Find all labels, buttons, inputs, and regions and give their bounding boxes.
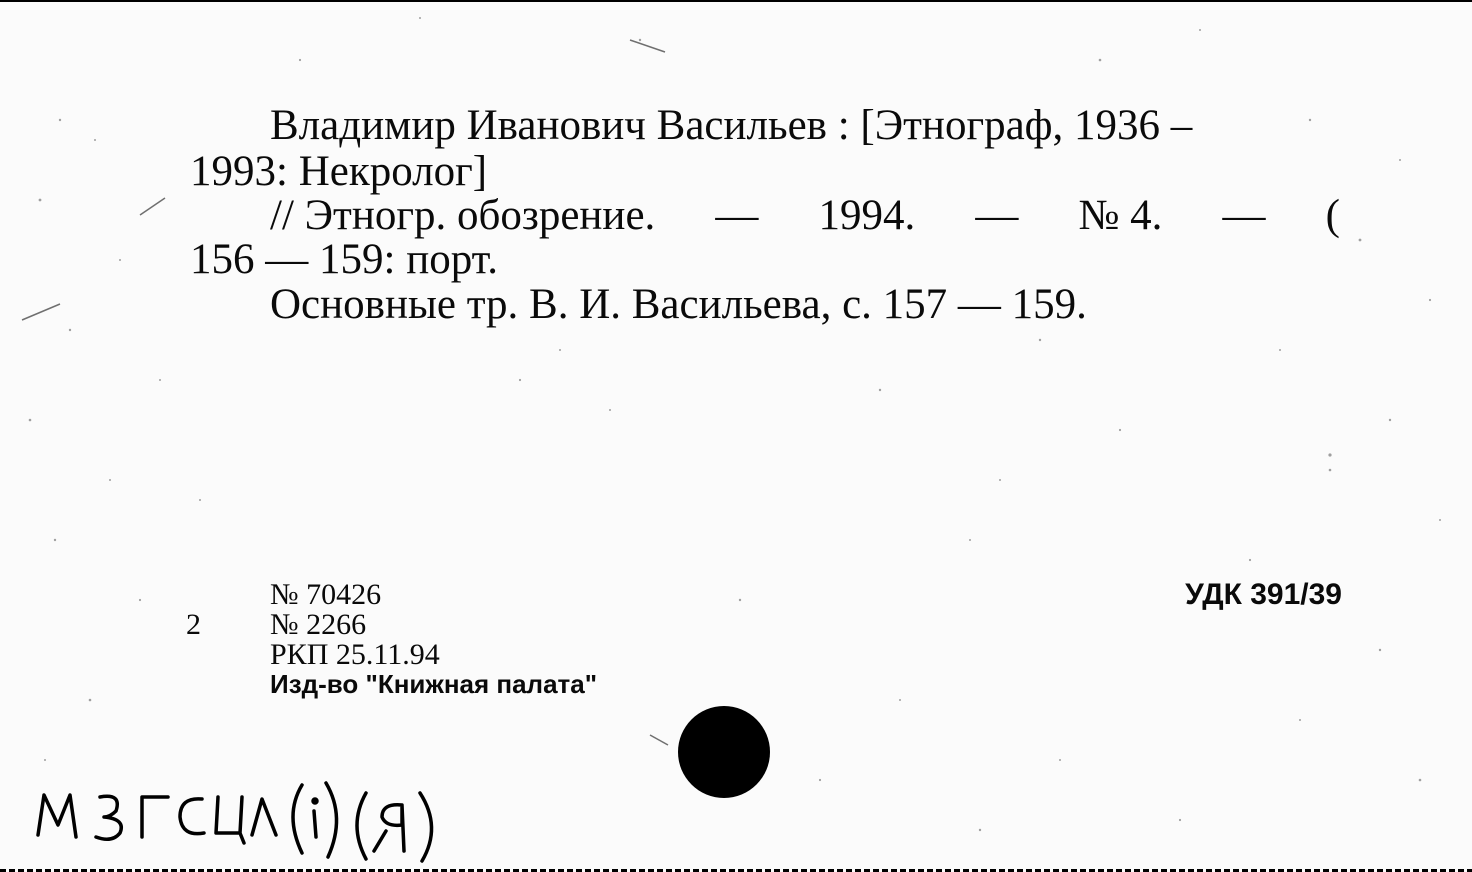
handwritten-shelf-code — [30, 775, 450, 870]
registration-number-2: № 2266 — [270, 608, 367, 641]
punch-hole — [678, 706, 770, 798]
udk-code: УДК 391/39 — [1185, 578, 1342, 611]
pages-line: 156 — 159: порт. — [190, 236, 498, 283]
source-paren: ( — [1325, 192, 1340, 239]
registration-number-1: № 70426 — [270, 578, 382, 611]
publisher-line: Изд-во "Книжная палата" — [270, 669, 598, 699]
source-dash-3: — — [1222, 192, 1266, 239]
works-line: Основные тр. В. И. Васильева, с. 157 — 159. — [270, 281, 1087, 328]
card-number: 2 — [186, 608, 201, 641]
source-year: 1994. — [818, 192, 916, 239]
entry-heading-line1: Владимир Иванович Васильев : [Этнограф, 1936 – — [270, 102, 1193, 149]
source-dash-2: — — [975, 192, 1019, 239]
rkp-date: РКП 25.11.94 — [270, 638, 440, 671]
source-issue: № 4. — [1078, 192, 1163, 239]
source-journal: // Этногр. обозрение. — [270, 192, 656, 239]
card-top-edge — [0, 0, 1472, 2]
source-dash-1: — — [715, 192, 759, 239]
source-line — [270, 192, 1340, 240]
entry-heading-line2: 1993: Некролог] — [190, 148, 488, 195]
